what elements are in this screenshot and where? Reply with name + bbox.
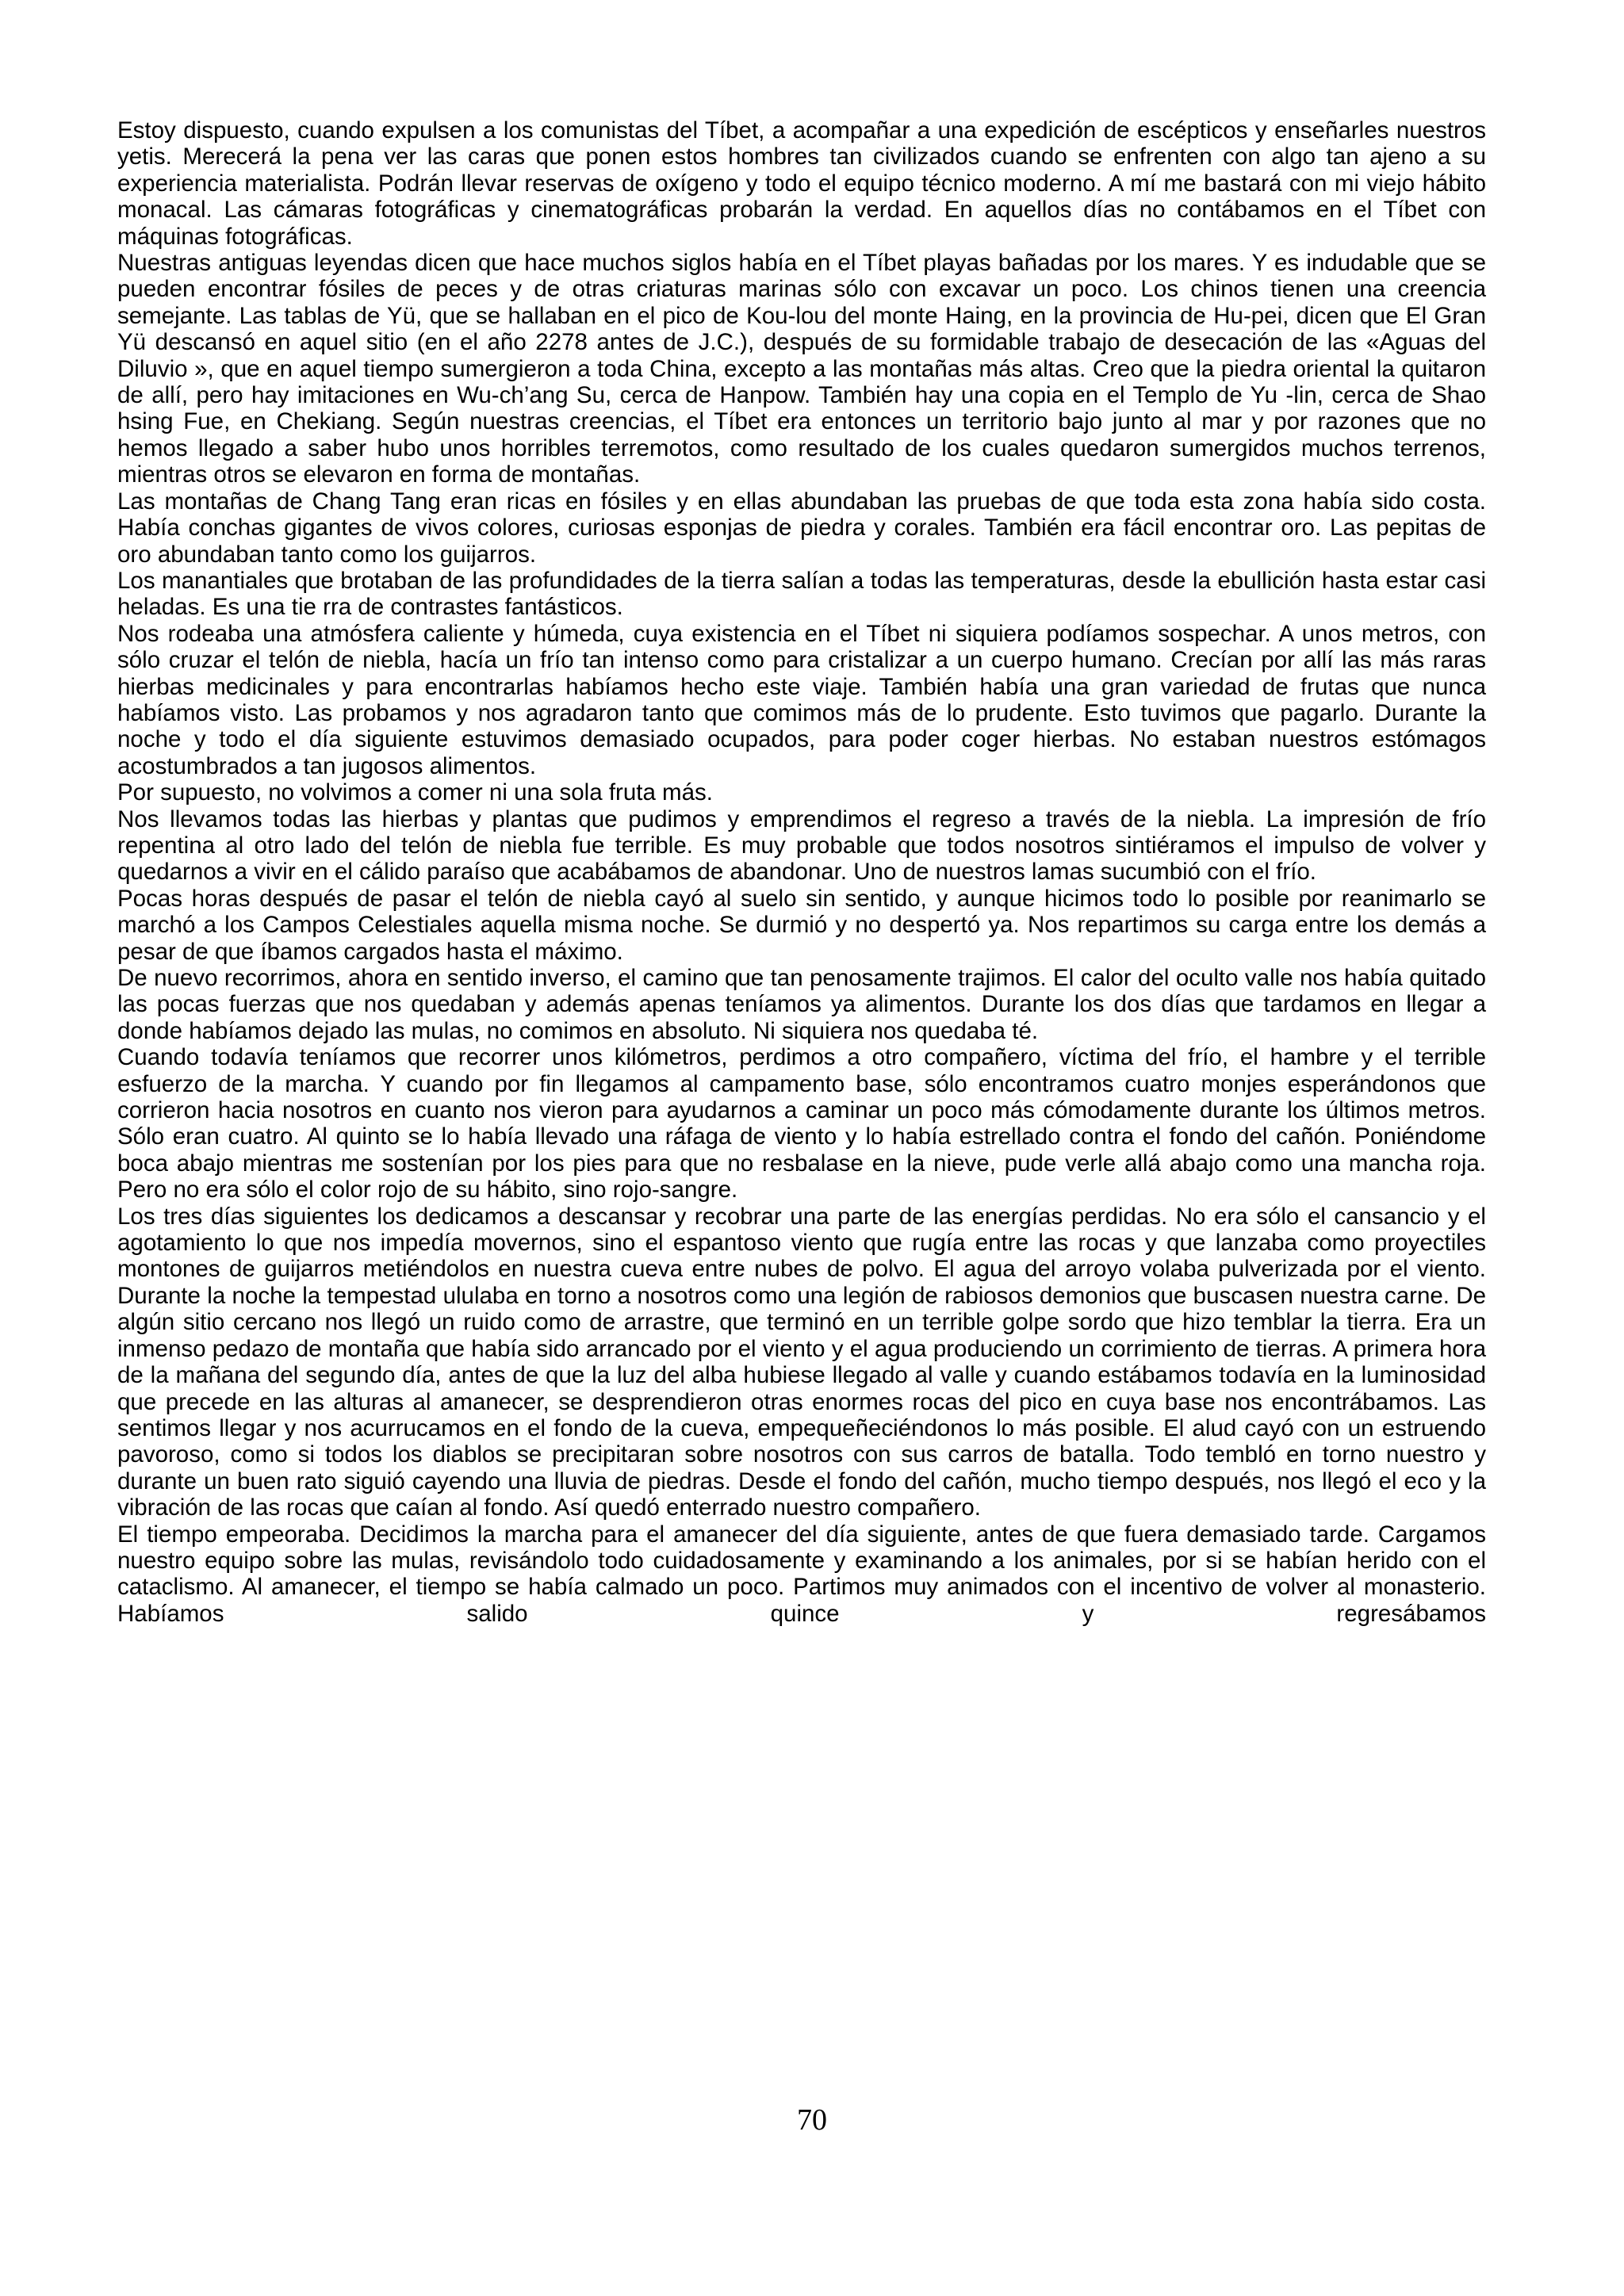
page-number: 70	[797, 2103, 827, 2137]
paragraph-last: El tiempo empeoraba. Decidimos la marcha para el amanecer del día siguiente, antes de que fuera demasiado tarde. Cargamos nuestro equipo sobre las mulas, revisándolo todo cuidadosamente y examinando a los animales, por si se habían herido con el cataclismo. Al amanecer, el tiempo se había calmado un poco. Partimos muy animados con el incentivo de volver al monasterio. Habíamos salido quince y regresábamos	[117, 1521, 1486, 1627]
paragraph: De nuevo recorrimos, ahora en sentido inverso, el camino que tan penosamente trajimos. El calor del oculto valle nos había quitado las pocas fuerzas que nos quedaban y además apenas teníamos ya alimentos. Durante los dos días que tardamos en llegar a donde habíamos dejado las mulas, no comimos en absoluto. Ni siquiera nos quedaba té.	[117, 965, 1486, 1044]
paragraph: Los tres días siguientes los dedicamos a descansar y recobrar una parte de las energías perdidas. No era sólo el cansancio y el agotamiento lo que nos impedía movernos, sino el espantoso viento que rugía entre las rocas y que lanzaba como proyectiles montones de guijarros metiéndolos en nuestra cueva entre nubes de polvo. El agua del arroyo volaba pulverizada por el viento. Durante la noche la tempestad ululaba en torno a nosotros como una legión de rabiosos demonios que buscasen nuestra carne. De algún sitio cercano nos llegó un ruido como de arrastre, que terminó en un terrible golpe sordo que hizo temblar la tierra. Era un inmenso pedazo de montaña que había sido arrancado por el viento y el agua produciendo un corrimiento de tierras. A primera hora de la mañana del segundo día, antes de que la luz del alba hubiese llegado al valle y cuando estábamos todavía en la luminosidad que precede en las alturas al amanecer, se desprendieron otras enormes rocas del pico en cuya base nos encontrábamos. Las sentimos llegar y nos acurrucamos en el fondo de la cueva, empequeñeciéndonos lo más posible. El alud cayó con un estruendo pavoroso, como si todos los diablos se precipitaran sobre nosotros con sus carros de batalla. Todo tembló en torno nuestro y durante un buen rato siguió cayendo una lluvia de piedras. Desde el fondo del cañón, mucho tiempo después, nos llegó el eco y la vibración de las rocas que caían al fondo. Así quedó enterrado nuestro compañero.	[117, 1203, 1486, 1521]
paragraph: Nos llevamos todas las hierbas y plantas que pudimos y emprendimos el regreso a través de la niebla. La impresión de frío repentina al otro lado del telón de niebla fue terrible. Es muy probable que todos nosotros sintiéramos el impulso de volver y quedarnos a vivir en el cálido paraíso que acabábamos de abandonar. Uno de nuestros lamas sucumbió con el frío.	[117, 806, 1486, 886]
paragraph: Pocas horas después de pasar el telón de niebla cayó al suelo sin sentido, y aunque hicimos todo lo posible por reanimarlo se marchó a los Campos Celestiales aquella misma noche. Se durmió y no despertó ya. Nos repartimos su carga entre los demás a pesar de que íbamos cargados hasta el máximo.	[117, 885, 1486, 965]
paragraph: Cuando todavía teníamos que recorrer unos kilómetros, perdimos a otro compañero, víctima del frío, el hambre y el terrible esfuerzo de la marcha. Y cuando por fin llegamos al campamento base, sólo encontramos cuatro monjes esperándonos que corrieron hacia nosotros en cuanto nos vieron para ayudarnos a caminar un poco más cómodamente durante los últimos metros. Sólo eran cuatro. Al quinto se lo había llevado una ráfaga de viento y lo había estrellado contra el fondo del cañón. Poniéndome boca abajo mientras me sostenían por los pies para que no resbalase en la nieve, pude verle allá abajo como una mancha roja. Pero no era sólo el color rojo de su hábito, sino rojo-sangre.	[117, 1044, 1486, 1203]
paragraph: Nuestras antiguas leyendas dicen que hace muchos siglos había en el Tíbet playas bañadas por los mares. Y es indudable que se pueden encontrar fósiles de peces y de otras criaturas marinas sólo con excavar un poco. Los chinos tienen una creencia semejante. Las tablas de Yü, que se hallaban en el pico de Kou-lou del monte Haing, en la provincia de Hu-pei, dicen que El Gran Yü descansó en aquel sitio (en el año 2278 antes de J.C.), después de su formidable trabajo de desecación de las «Aguas del Diluvio », que en aquel tiempo sumergieron a toda China, excepto a las montañas más altas. Creo que la piedra oriental la quitaron de allí, pero hay imitaciones en Wu-ch’ang Su, cerca de Hanpow. También hay una copia en el Templo de Yu -lin, cerca de Shao hsing Fue, en Chekiang. Según nuestras creencias, el Tíbet era entonces un territorio bajo junto al mar y por razones que no hemos llegado a saber hubo unos horribles terremotos, como resultado de los cuales quedaron sumergidos muchos terrenos, mientras otros se elevaron en forma de montañas.	[117, 250, 1486, 488]
paragraph: Por supuesto, no volvimos a comer ni una sola fruta más.	[117, 779, 713, 806]
paragraph: Las montañas de Chang Tang eran ricas en fósiles y en ellas abundaban las pruebas de que toda esta zona había sido costa. Había conchas gigantes de vivos colores, curiosas esponjas de piedra y corales. También era fácil encontrar oro. Las pepitas de oro abundaban tanto como los guijarros.	[117, 488, 1486, 568]
paragraph: Estoy dispuesto, cuando expulsen a los comunistas del Tíbet, a acompañar a una expedición de escépticos y enseñarles nuestros yetis. Merecerá la pena ver las caras que ponen estos hombres tan civilizados cuando se enfrenten con algo tan ajeno a su experiencia materialista. Podrán llevar reservas de oxígeno y todo el equipo técnico moderno. A mí me bastará con mi viejo hábito monacal. Las cámaras fotográficas y cinematográficas probarán la verdad. En aquellos días no contábamos en el Tíbet con máquinas fotográficas.	[117, 117, 1486, 250]
body-text	[117, 117, 1486, 1627]
paragraph: Los manantiales que brotaban de las profundidades de la tierra salían a todas las temperaturas, desde la ebullición hasta estar casi heladas. Es una tie rra de contrastes fantásticos.	[117, 567, 1486, 621]
paragraph: Nos rodeaba una atmósfera caliente y húmeda, cuya existencia en el Tíbet ni siquiera podíamos sospechar. A unos metros, con sólo cruzar el telón de niebla, hacía un frío tan intenso como para cristalizar a un cuerpo humano. Crecían por allí las más raras hierbas medicinales y para encontrarlas habíamos hecho este viaje. También había una gran variedad de frutas que nunca habíamos visto. Las probamos y nos agradaron tanto que comimos más de lo prudente. Esto tuvimos que pagarlo. Durante la noche y todo el día siguiente estuvimos demasiado ocupados, para poder coger hierbas. No estaban nuestros estómagos acostumbrados a tan jugosos alimentos.	[117, 620, 1486, 779]
